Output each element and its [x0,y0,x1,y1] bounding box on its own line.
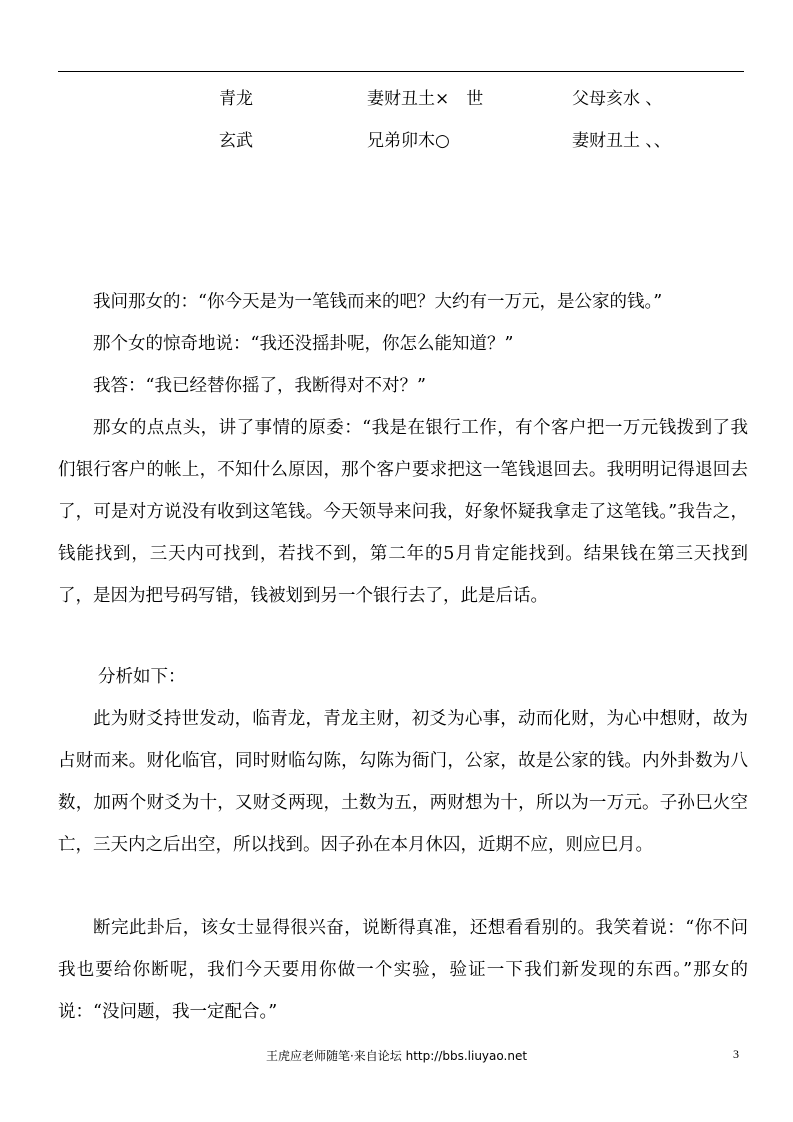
paragraph-surprise: 那个女的惊奇地说：“我还没摇卦呢，你怎么能知道？” [93,334,514,354]
gua-line-left: 妻财丑土× 世 [367,89,484,109]
page-footer: 王虎应老师随笔·来自论坛 http://bbs.liuyao.net [265,1049,528,1063]
gua-row-1 [0,84,793,110]
analysis-heading: 分析如下： [98,667,186,687]
gua-row-2 [0,126,793,152]
six-god-label: 青龙 [219,89,253,109]
paragraph-conclusion: 断完此卦后，该女士显得很兴奋，说断得真准，还想看看别的。我笑着说：“你不问我也要给你断呢，我们今天要用你做一个实验，验证一下我们新发现的东西。”那女的说：“没问题，我一定配合。” [58,918,748,1022]
page-number: 3 [733,1047,739,1061]
six-god-label: 玄武 [219,131,253,151]
paragraph-question: 我问那女的：“你今天是为一笔钱而来的吧？大约有一万元，是公家的钱。” [93,292,663,312]
gua-line-right: 妻财丑土 、、 [572,131,671,151]
header-rule [58,71,744,72]
paragraph-story: 那女的点点头，讲了事情的原委：“我是在银行工作，有个客户把一万元钱拨到了我们银行客户的帐上，不知什么原因，那个客户要求把这一笔钱退回去。我明明记得退回去了，可是对方说没有收到这笔钱。今天领导来问我，好象怀疑我拿走了这笔钱。”我告之，钱能找到，三天内可找到，若找不到，第二年的5月肯定能找到。结果钱在第三天找到了，是因为把号码写错，钱被划到另一个银行去了，此是后话。 [58,418,748,606]
paragraph-answer: 我答：“我已经替你摇了，我断得对不对？” [93,376,426,396]
gua-line-left: 兄弟卯木○ [367,131,450,151]
paragraph-analysis: 此为财爻持世发动，临青龙，青龙主财，初爻为心事，动而化财，为心中想财，故为占财而来。财化临官，同时财临勾陈，勾陈为衙门，公家，故是公家的钱。内外卦数为八数，加两个财爻为十，又财爻两现，土数为五，两财想为十，所以为一万元。子孙巳火空亡，三天内之后出空，所以找到。因子孙在本月休囚，近期不应，则应巳月。 [58,709,748,855]
gua-line-right: 父母亥水 、 [572,89,663,109]
